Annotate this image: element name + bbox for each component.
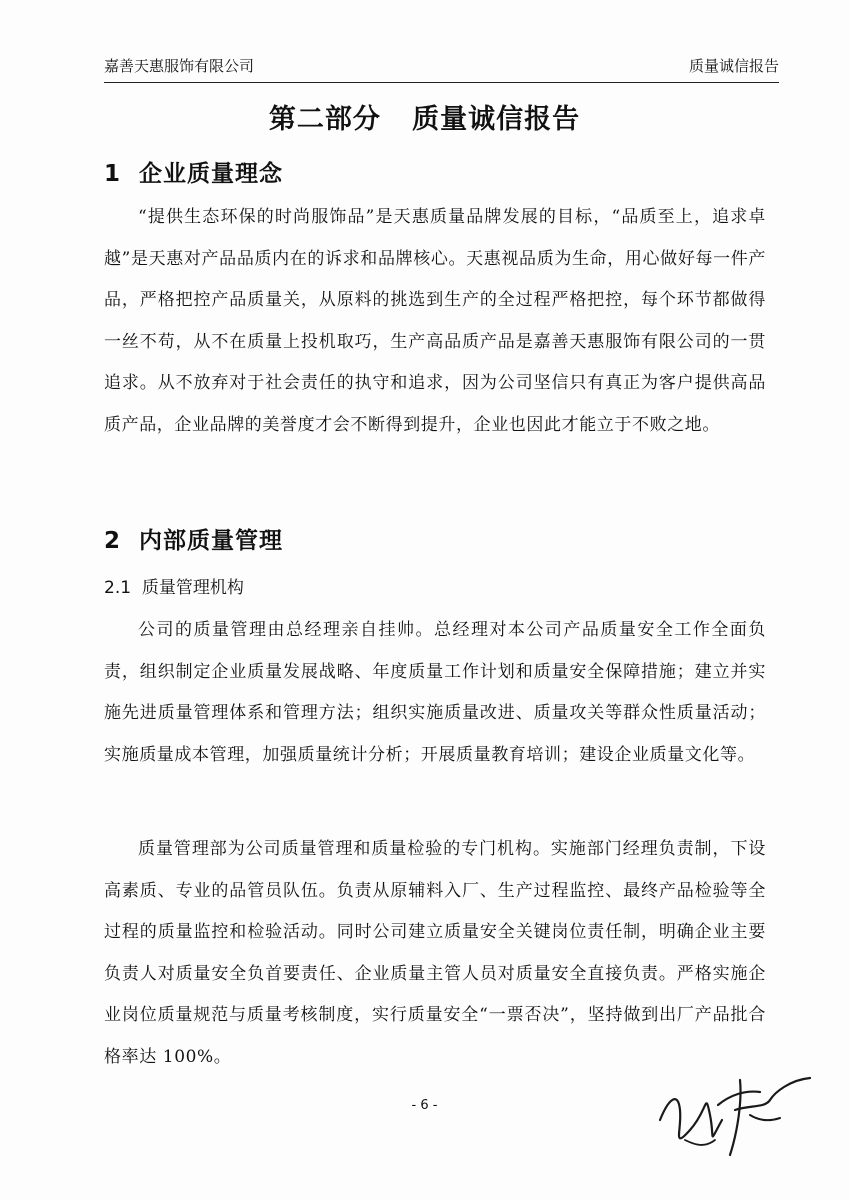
subsection-2-1-paragraph-1: 公司的质量管理由总经理亲自挂帅。总经理对本公司产品质量安全工作全面负责，组织制定企业质量发展战略、年度质量工作计划和质量安全保障措施；建立并实施先进质量管理体系和管理方法；组织实施质量改进、质量攻关等群众性质量活动；实施质量成本管理，加强质量统计分析；开展质量教育培训；建设企业质量文化等。 [104, 620, 766, 765]
section-2-heading: 2 内部质量管理 [104, 528, 284, 554]
page-header [104, 52, 779, 83]
page-number: - 6 - [411, 1098, 438, 1113]
header-company-name: 嘉善天惠服饰有限公司 [104, 57, 255, 75]
subsection-2-1-paragraph-2: 质量管理部为公司质量管理和质量检验的专门机构。实施部门经理负责制，下设高素质、专业的品管员队伍。负责从原辅料入厂、生产过程监控、最终产品检验等全过程的质量监控和检验活动。同时公司建立质量安全关键岗位责任制，明确企业主要负责人对质量安全负首要责任、企业质量主管人员对质量安全直接负责。严格实施企业岗位质量规范与质量考核制度，实行质量安全“一票否决”，坚持做到出厂产品批合格率达 100%。 [104, 839, 766, 1067]
section-1-heading: 1 企业质量理念 [104, 161, 284, 187]
handwritten-signature-image [650, 1060, 820, 1160]
header-report-name: 质量诚信报告 [688, 57, 779, 75]
section-1-paragraph: “提供生态环保的时尚服饰品”是天惠质量品牌发展的目标，“品质至上，追求卓越”是天惠对产品品质内在的诉求和品牌核心。天惠视品质为生命，用心做好每一件产品，严格把控产品质量关，从原料的挑选到生产的全过程严格把控，每个环节都做得一丝不苟，从不在质量上投机取巧，生产高品质产品是嘉善天惠服饰有限公司的一贯追求。从不放弃对于社会责任的执守和追求，因为公司坚信只有真正为客户提供高品质产品，企业品牌的美誉度才会不断得到提升，企业也因此才能立于不败之地。 [104, 207, 766, 435]
subsection-2-1-heading: 2.1 质量管理机构 [104, 578, 244, 598]
page-title: 第二部分 质量诚信报告 [268, 104, 581, 135]
